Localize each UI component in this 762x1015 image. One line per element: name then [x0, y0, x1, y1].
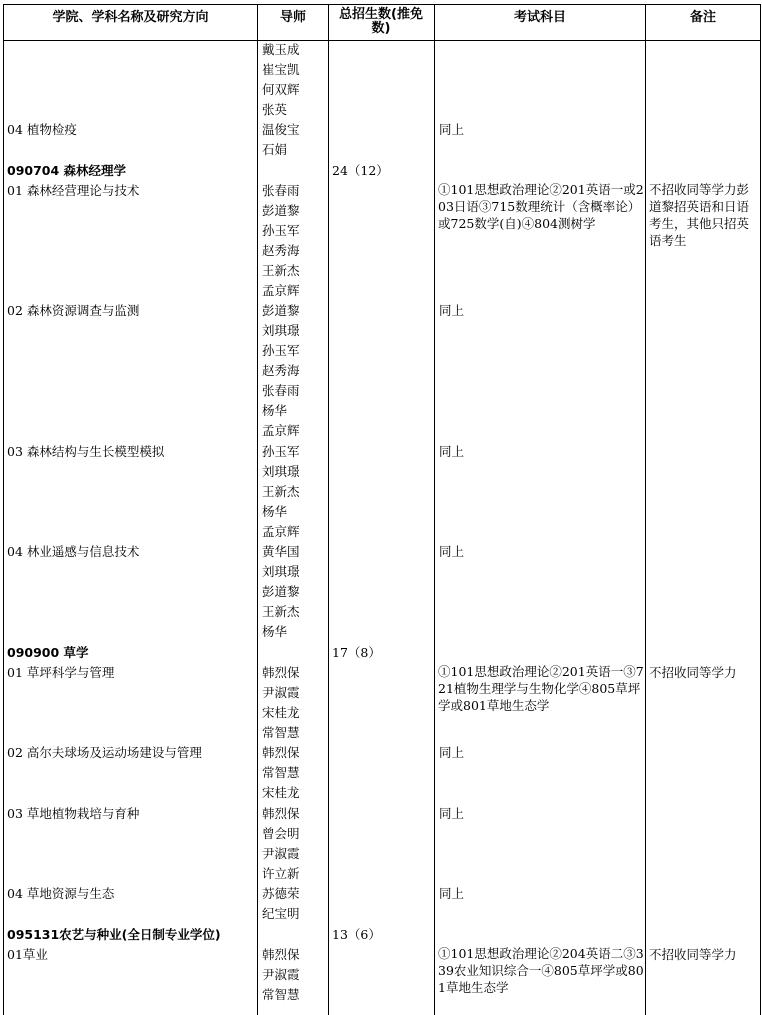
notes-090704: 不招收同等学力彭道黎招英语和日语考生，其他只招英语考生 — [649, 182, 750, 248]
advisor-name: 孙玉军 — [262, 343, 300, 358]
direction-03: 03 森林结构与生长模型模拟 — [7, 444, 165, 459]
header-subjects: 考试科目 — [513, 10, 566, 25]
discipline-095131: 095131农艺与种业(全日制专业学位) — [7, 927, 221, 942]
advisor-name: 何双辉 — [262, 82, 300, 97]
quota-095131: 13（6） — [332, 927, 381, 942]
header-dept: 学院、学科名称及研究方向 — [52, 10, 209, 25]
advisor-name: 张春雨 — [262, 183, 300, 198]
subjects-same: 同上 — [439, 806, 465, 821]
col-divider-subjects — [434, 4, 435, 1015]
advisor-name: 常智慧 — [262, 987, 300, 1002]
direction-01: 01草业 — [7, 947, 48, 962]
discipline-090900: 090900 草学 — [7, 645, 89, 660]
advisor-name: 常智慧 — [262, 765, 300, 780]
advisor-name: 韩烈保 — [262, 665, 300, 680]
header-top-border — [3, 4, 761, 5]
advisor-name: 韩烈保 — [262, 947, 300, 962]
col-divider-advisor — [257, 4, 258, 1015]
advisor-name: 苏德荣 — [262, 886, 300, 901]
advisor-name: 王新杰 — [262, 263, 300, 278]
advisor-name: 张英 — [262, 102, 288, 117]
advisor-name: 尹淑霞 — [262, 846, 300, 861]
advisor-list — [262, 301, 300, 441]
advisor-list — [262, 542, 300, 642]
subjects-same: 同上 — [439, 544, 465, 559]
advisor-name: 韩烈保 — [262, 806, 300, 821]
notes-095131: 不招收同等学力 — [649, 947, 737, 962]
table-left-border — [3, 4, 4, 1015]
advisor-name: 尹淑霞 — [262, 685, 300, 700]
direction-02: 02 高尔夫球场及运动场建设与管理 — [7, 745, 202, 760]
advisor-name: 彭道黎 — [262, 303, 300, 318]
col-divider-quota — [328, 4, 329, 1015]
advisor-name: 张春雨 — [262, 383, 300, 398]
advisor-name: 孟京辉 — [262, 283, 300, 298]
advisor-name: 宋桂龙 — [262, 705, 300, 720]
direction-01: 01 草坪科学与管理 — [7, 665, 115, 680]
header-notes: 备注 — [689, 10, 716, 25]
advisor-list — [262, 442, 300, 542]
table-right-border — [760, 4, 761, 1015]
advisor-list — [262, 804, 300, 884]
subjects-095131: ①101思想政治理论②204英语二③339农业知识综合一④805草坪学或801草地生态学 — [438, 946, 644, 995]
col-divider-notes — [645, 4, 646, 1015]
direction-02: 02 森林资源调查与监测 — [7, 303, 140, 318]
advisor-name: 许立新 — [262, 866, 300, 881]
advisor-name: 孙玉军 — [262, 223, 300, 238]
subjects-same: 同上 — [439, 122, 465, 137]
advisor-name: 宋桂龙 — [262, 785, 300, 800]
advisor-name: 王新杰 — [262, 484, 300, 499]
subjects-same: 同上 — [439, 444, 465, 459]
advisor-name: 孟京辉 — [262, 423, 300, 438]
advisor-name: 赵秀海 — [262, 363, 300, 378]
advisor-name: 刘琪璟 — [262, 323, 300, 338]
direction-plant-quarantine: 04 植物检疫 — [7, 122, 77, 137]
advisor-name: 杨华 — [262, 624, 288, 639]
advisor-list — [262, 40, 300, 160]
subjects-same: 同上 — [439, 303, 465, 318]
subjects-090900: ①101思想政治理论②201英语一③721植物生理学与生物化学④805草坪学或801草地生态学 — [438, 664, 644, 713]
advisor-name: 崔宝凯 — [262, 62, 300, 77]
advisor-name: 韩烈保 — [262, 745, 300, 760]
advisor-name: 杨华 — [262, 403, 288, 418]
advisor-name: 石娟 — [262, 142, 288, 157]
advisor-name: 杨华 — [262, 504, 288, 519]
advisor-name: 王新杰 — [262, 604, 300, 619]
direction-03: 03 草地植物栽培与育种 — [7, 806, 140, 821]
subjects-same: 同上 — [439, 886, 465, 901]
advisor-name: 常智慧 — [262, 725, 300, 740]
direction-01: 01 森林经营理论与技术 — [7, 183, 140, 198]
advisor-list — [262, 884, 300, 924]
advisor-list — [262, 945, 300, 1005]
advisor-list — [262, 181, 300, 301]
advisor-list — [262, 743, 300, 803]
header-advisor: 导师 — [279, 10, 306, 25]
advisor-list — [262, 663, 300, 743]
direction-04: 04 草地资源与生态 — [7, 886, 115, 901]
direction-04: 04 林业遥感与信息技术 — [7, 544, 140, 559]
advisor-name: 温俊宝 — [262, 122, 300, 137]
advisor-name: 尹淑霞 — [262, 967, 300, 982]
advisor-name: 刘琪璟 — [262, 564, 300, 579]
quota-090704: 24（12） — [332, 163, 389, 178]
notes-090900: 不招收同等学力 — [649, 665, 737, 680]
header-bottom-border — [3, 40, 761, 41]
header-quota: 总招生数(推免数) — [339, 7, 423, 36]
subjects-same: 同上 — [439, 745, 465, 760]
advisor-name: 纪宝明 — [262, 906, 300, 921]
discipline-090704: 090704 森林经理学 — [7, 163, 127, 178]
advisor-name: 彭道黎 — [262, 203, 300, 218]
advisor-name: 赵秀海 — [262, 243, 300, 258]
advisor-name: 戴玉成 — [262, 42, 300, 57]
advisor-name: 黄华国 — [262, 544, 300, 559]
advisor-name: 刘琪璟 — [262, 464, 300, 479]
quota-090900: 17（8） — [332, 645, 381, 660]
advisor-name: 彭道黎 — [262, 584, 300, 599]
advisor-name: 孟京辉 — [262, 524, 300, 539]
advisor-name: 孙玉军 — [262, 444, 300, 459]
subjects-090704: ①101思想政治理论②201英语一或203日语③715数理统计（含概率论）或725数学(自)④804测树学 — [438, 182, 644, 231]
advisor-name: 曾会明 — [262, 826, 300, 841]
